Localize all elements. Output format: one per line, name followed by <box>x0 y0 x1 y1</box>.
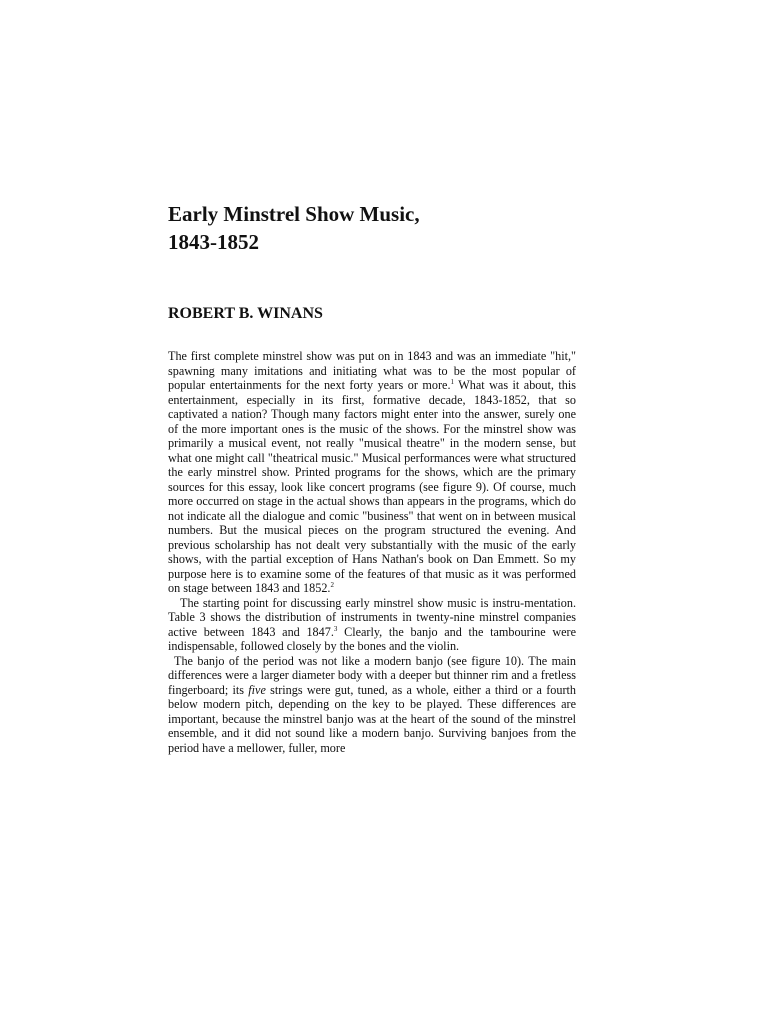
article-body <box>168 349 576 755</box>
paragraph-2-text-a: The starting point for discussing early minstrel show music is instru-mentation. Table 3 shows the distribution of instruments in twenty-nine minstrel companies active between 1843 and 1847. <box>168 595 576 639</box>
paragraph-1-text-b: What was it about, this entertainment, especially in its first, formative decade, 1843-1852, that so captivated a nation? Though many factors might enter into the answer, surely one of the more important ones is the music of the shows. For the minstrel show was primarily a musical event, not really "musical theatre" in the modern sense, but what one might call "theatrical music." Musical performances were what structured the early minstrel show. Printed programs for the shows, which are the primary sources for this essay, look like concert programs (see figure 9). Of course, much more occurred on stage in the actual shows than appears in the programs, which do not indicate all the dialogue and comic "business" that went on in between musical numbers. But the musical pieces on the program structured the evening. And previous scholarship has not dealt very substantially with the music of the early shows, with the partial exception of Hans Nathan's book on Dan Emmett. So my purpose here is to examine some of the features of that music as it was performed on stage between 1843 and 1852. <box>168 378 576 595</box>
article-title <box>168 200 588 256</box>
footnote-ref-1: 1 <box>450 378 454 386</box>
paragraph-1-text-a: The first complete minstrel show was put on in 1843 and was an immediate "hit," spawning many imitations and initiating what was to be the most popular of popular entertainments for the next forty years or more. <box>168 349 576 392</box>
paragraph-2-text-b: Clearly, the banjo and the tambourine were indispensable, followed closely by the bones and the violin. <box>168 624 576 653</box>
paragraph-3-emphasis: five <box>248 682 266 697</box>
footnote-ref-2: 2 <box>330 581 334 589</box>
paragraph-3-text-b: strings were gut, tuned, as a whole, either a third or a fourth below modern pitch, depending on the key to be played. These differences are important, because the minstrel banjo was at the heart of the sound of the minstrel ensemble, and it did not sound like a modern banjo. Surviving banjoes from the period have a mellower, fuller, more <box>168 682 576 755</box>
paragraph-3 <box>168 654 576 756</box>
footnote-ref-3: 3 <box>333 624 338 633</box>
title-line-2: 1843-1852 <box>168 230 259 254</box>
paragraph-3-text-a: The banjo of the period was not like a modern banjo (see figure 10). The main differences were a larger diameter body with a deeper but thinner rim and a fretless fingerboard; its <box>168 653 576 697</box>
title-line-1: Early Minstrel Show Music, <box>168 202 420 226</box>
paragraph-1 <box>168 349 576 596</box>
paragraph-2 <box>168 596 576 654</box>
author-name: ROBERT B. WINANS <box>168 305 323 322</box>
